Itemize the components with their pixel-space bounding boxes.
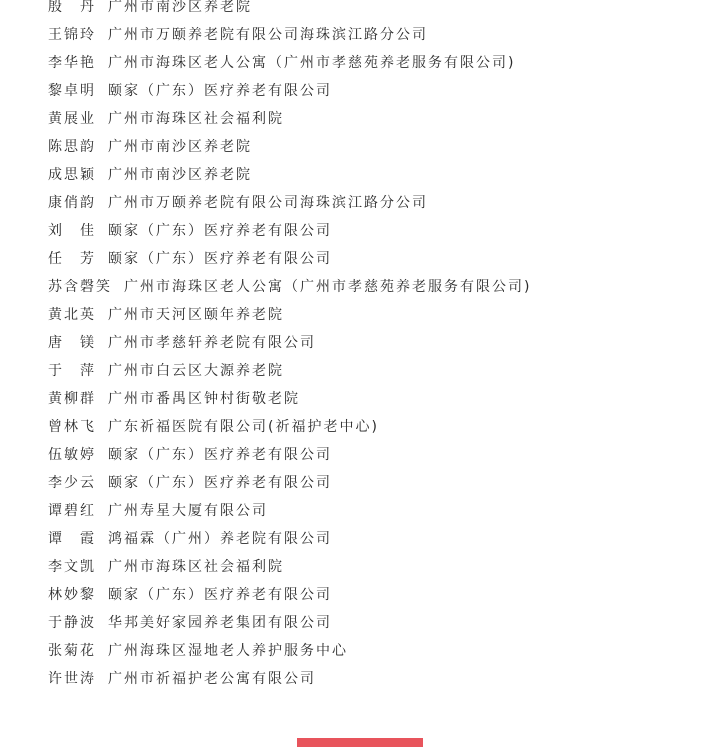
list-item [48,469,531,497]
person-name: 伍敏婷 [48,447,96,463]
list-item [48,217,531,245]
list-item [48,161,531,189]
list-item [48,357,531,385]
person-name: 林妙黎 [48,587,96,603]
organization-name: 广州市南沙区养老院 [108,139,252,155]
organization-name: 广州寿星大厦有限公司 [108,503,268,519]
list-item [48,105,531,133]
list-item [48,581,531,609]
organization-name: 广州市海珠区老人公寓（广州市孝慈苑养老服务有限公司) [124,279,532,295]
organization-name: 颐家（广东）医疗养老有限公司 [108,83,332,99]
person-name: 黄柳群 [48,391,96,407]
organization-name: 广州市南沙区养老院 [108,0,252,15]
list-item [48,609,531,637]
person-name: 谭碧红 [48,503,96,519]
person-name: 于静波 [48,615,96,631]
person-name: 康俏韵 [48,195,96,211]
list-item [48,245,531,273]
accent-divider-bar [297,738,423,747]
person-name: 陈思韵 [48,139,96,155]
organization-name: 广州市番禺区钟村街敬老院 [108,391,300,407]
list-item [48,385,531,413]
organization-name: 广州市万颐养老院有限公司海珠滨江路分公司 [108,195,428,211]
person-name: 任 芳 [48,251,96,267]
person-name: 成思颖 [48,167,96,183]
organization-name: 广州市万颐养老院有限公司海珠滨江路分公司 [108,27,428,43]
organization-name: 广州市南沙区养老院 [108,167,252,183]
organization-name: 广州市祈福护老公寓有限公司 [108,671,316,687]
list-item [48,441,531,469]
person-name: 黄展业 [48,111,96,127]
list-item [48,553,531,581]
organization-name: 颐家（广东）医疗养老有限公司 [108,475,332,491]
organization-name: 广州海珠区湿地老人养护服务中心 [108,643,348,659]
person-name: 李少云 [48,475,96,491]
list-item [48,637,531,665]
organization-name: 鸿福霖（广州）养老院有限公司 [108,531,332,547]
person-name: 曾林飞 [48,419,96,435]
person-name: 张菊花 [48,643,96,659]
organization-name: 颐家（广东）医疗养老有限公司 [108,223,332,239]
person-name: 唐 镁 [48,335,96,351]
organization-name: 颐家（广东）医疗养老有限公司 [108,251,332,267]
person-name: 谭 霞 [48,531,96,547]
organization-name: 广东祈福医院有限公司(祈福护老中心) [108,419,379,435]
list-item [48,301,531,329]
person-name: 李文凯 [48,559,96,575]
person-name: 王锦玲 [48,27,96,43]
list-item [48,497,531,525]
list-item [48,21,531,49]
list-item [48,49,531,77]
person-name: 于 萍 [48,363,96,379]
organization-name: 广州市海珠区老人公寓（广州市孝慈苑养老服务有限公司) [108,55,516,71]
person-name: 黄北英 [48,307,96,323]
person-name: 李华艳 [48,55,96,71]
list-item [48,0,531,21]
organization-name: 广州市白云区大源养老院 [108,363,284,379]
list-item [48,77,531,105]
organization-name: 广州市海珠区社会福利院 [108,559,284,575]
person-name: 苏含磬笑 [48,279,112,295]
person-name: 殷 丹 [48,0,96,15]
organization-name: 广州市孝慈轩养老院有限公司 [108,335,316,351]
organization-name: 颐家（广东）医疗养老有限公司 [108,447,332,463]
list-item [48,189,531,217]
organization-name: 华邦美好家园养老集团有限公司 [108,615,332,631]
list-item [48,273,531,301]
organization-name: 广州市天河区颐年养老院 [108,307,284,323]
person-name: 黎卓明 [48,83,96,99]
staff-list [48,0,531,693]
list-item [48,525,531,553]
list-item [48,665,531,693]
list-item [48,413,531,441]
organization-name: 广州市海珠区社会福利院 [108,111,284,127]
organization-name: 颐家（广东）医疗养老有限公司 [108,587,332,603]
person-name: 刘 佳 [48,223,96,239]
list-item [48,329,531,357]
person-name: 许世涛 [48,671,96,687]
list-item [48,133,531,161]
